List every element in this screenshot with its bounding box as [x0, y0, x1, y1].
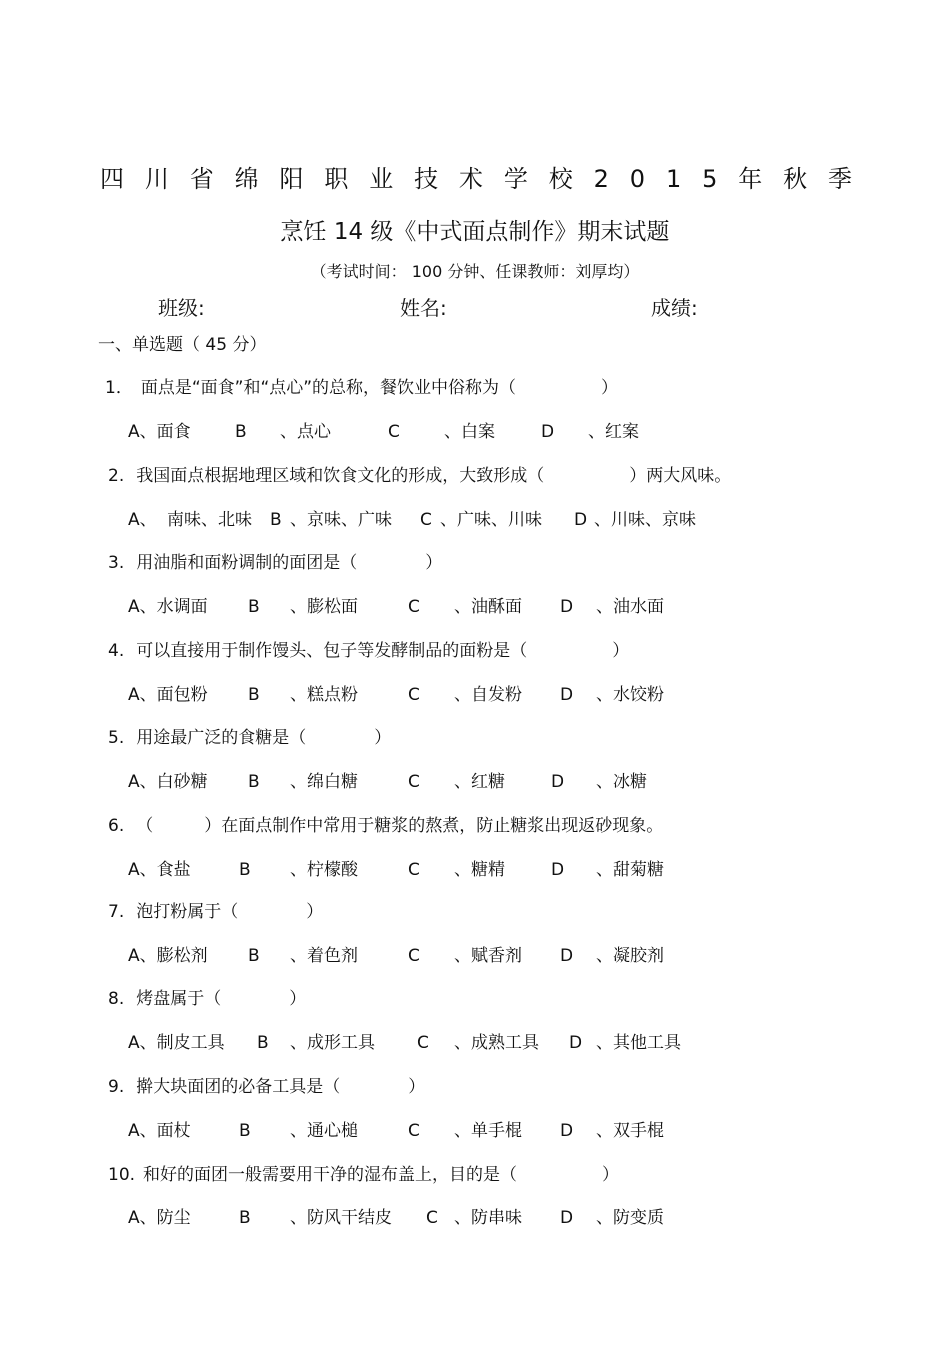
class-label: 班级: [158, 296, 205, 320]
option-a: A、面杖 [128, 1121, 191, 1141]
title-char: 绵 [234, 165, 259, 193]
option-b-text: 、柠檬酸 [290, 860, 358, 880]
option-b-text: 、膨松面 [290, 597, 358, 617]
name-label: 姓名: [400, 296, 447, 320]
title-char: 5 [702, 165, 718, 193]
option-b-text: 、绵白糖 [290, 772, 358, 792]
option-c-text: 、自发粉 [454, 685, 522, 705]
option-b-letter: B [248, 685, 260, 705]
exam-subtitle: （考试时间： 100 分钟、任课教师：刘厚均） [310, 262, 640, 281]
option-d-letter: D [560, 685, 574, 705]
option-a: A、水调面 [128, 597, 208, 617]
option-a: A、食盐 [128, 860, 191, 880]
question-6 [108, 814, 663, 838]
question-text: （ ）在面点制作中常用于糖浆的熬煮，防止糖浆出现返砂现象。 [136, 816, 664, 836]
option-d-text: 、甜菊糖 [596, 860, 664, 880]
question-text: 泡打粉属于（ ） [136, 902, 324, 922]
option-c-text: 、白案 [444, 422, 495, 442]
option-c-letter: C [420, 510, 432, 530]
title-char: 2 [593, 165, 609, 193]
option-b-text: 、京味、广味 [290, 510, 392, 530]
option-c-letter: C [408, 772, 420, 792]
option-c-text: 、油酥面 [454, 597, 522, 617]
option-c-letter: C [408, 685, 420, 705]
option-c-text: 、赋香剂 [454, 946, 522, 966]
title-char: 0 [629, 165, 646, 193]
option-c-letter: C [408, 860, 420, 880]
title-char: 阳 [279, 165, 304, 193]
question-text: 用油脂和面粉调制的面团是（ ） [136, 553, 443, 573]
option-b-text: 、通心槌 [290, 1121, 358, 1141]
question-number: 9. [108, 1077, 125, 1097]
option-d-text: 、防变质 [596, 1208, 664, 1228]
option-c-letter: C [408, 946, 420, 966]
title-char: 季 [828, 165, 852, 193]
title-char: 四 [100, 165, 124, 193]
question-9 [108, 1075, 425, 1099]
question-8 [108, 987, 306, 1011]
exam-title-line2: 烹饪 14 级《中式面点制作》期末试题 [280, 219, 670, 245]
option-c-text: 、成熟工具 [454, 1033, 539, 1053]
option-a-letter: A、 [128, 510, 157, 530]
option-d-letter: D [551, 860, 565, 880]
title-char: 省 [189, 165, 214, 193]
question-text: 用途最广泛的食糖是（ ） [136, 728, 392, 748]
option-d-letter: D [560, 1208, 574, 1228]
question-number: 3. [108, 553, 125, 573]
option-b-letter: B [239, 1208, 251, 1228]
option-b-letter: B [248, 772, 260, 792]
title-char: 业 [369, 165, 394, 193]
question-number: 5. [108, 728, 125, 748]
option-d-letter: D [560, 946, 574, 966]
option-a: A、防尘 [128, 1208, 191, 1228]
option-b-text: 、成形工具 [290, 1033, 375, 1053]
option-b-letter: B [257, 1033, 269, 1053]
question-10 [108, 1163, 619, 1187]
option-c-text: 、红糖 [454, 772, 505, 792]
question-3 [108, 551, 442, 575]
option-c-letter: C [426, 1208, 438, 1228]
option-a: A、制皮工具 [128, 1033, 225, 1053]
option-d-text: 、油水面 [596, 597, 664, 617]
title-char: 技 [414, 165, 439, 193]
option-a: A、面包粉 [128, 685, 208, 705]
title-char: 术 [459, 165, 483, 193]
option-a: A、白砂糖 [128, 772, 208, 792]
question-number: 1． [105, 378, 133, 398]
option-c-letter: C [388, 422, 400, 442]
title-char: 秋 [783, 165, 808, 193]
option-a-text: 南味、北味 [167, 510, 252, 530]
option-b-letter: B [270, 510, 282, 530]
option-d-text: 、双手棍 [596, 1121, 664, 1141]
section-heading: 一、单选题（ 45 分） [98, 335, 267, 355]
title-char: 川 [144, 165, 169, 193]
option-c-letter: C [417, 1033, 429, 1053]
question-4 [108, 639, 629, 663]
option-c-letter: C [408, 1121, 420, 1141]
option-c-text: 、广味、川味 [440, 510, 542, 530]
question-number: 8. [108, 989, 125, 1009]
question-text: 面点是“面食”和“点心”的总称，餐饮业中俗称为（ ） [140, 378, 619, 398]
option-b-text: 、糕点粉 [290, 685, 358, 705]
option-d-text: 、其他工具 [596, 1033, 681, 1053]
option-d-text: 、川味、京味 [594, 510, 696, 530]
option-d-text: 、红案 [588, 422, 639, 442]
option-d-letter: D [560, 1121, 574, 1141]
option-d-text: 、水饺粉 [596, 685, 664, 705]
question-text: 擀大块面团的必备工具是（ ） [136, 1077, 426, 1097]
option-b-text: 、点心 [280, 422, 331, 442]
option-b-text: 、着色剂 [290, 946, 358, 966]
option-b-letter: B [248, 597, 260, 617]
option-b-letter: B [248, 946, 260, 966]
question-text: 和好的面团一般需要用干净的湿布盖上，目的是（ ） [143, 1165, 620, 1185]
question-number: 2. [108, 466, 125, 486]
score-label: 成绩: [651, 296, 698, 320]
question-text: 可以直接用于制作馒头、包子等发酵制品的面粉是（ ） [136, 641, 630, 661]
question-number: 4. [108, 641, 125, 661]
option-b-letter: B [239, 860, 251, 880]
option-d-letter: D [541, 422, 555, 442]
option-d-text: 、凝胶剂 [596, 946, 664, 966]
option-c-text: 、防串味 [454, 1208, 522, 1228]
option-b-letter: B [239, 1121, 251, 1141]
question-7 [108, 900, 323, 924]
title-char: 校 [548, 165, 573, 193]
option-b-text: 、防风干结皮 [290, 1208, 392, 1228]
option-d-letter: D [569, 1033, 583, 1053]
option-c-letter: C [408, 597, 420, 617]
option-d-text: 、冰糖 [596, 772, 647, 792]
question-text: 我国面点根据地理区域和饮食文化的形成，大致形成（ ）两大风味。 [136, 466, 732, 486]
question-1 [105, 376, 618, 400]
question-number: 10. [108, 1165, 136, 1185]
option-d-letter: D [551, 772, 565, 792]
option-a: A、膨松剂 [128, 946, 208, 966]
option-d-letter: D [574, 510, 588, 530]
option-a: A、面食 [128, 422, 191, 442]
option-d-letter: D [560, 597, 574, 617]
question-2 [108, 464, 731, 488]
exam-title-line1 [100, 162, 852, 196]
title-char: 年 [738, 165, 763, 193]
option-c-text: 、糖精 [454, 860, 505, 880]
question-number: 6. [108, 816, 125, 836]
question-5 [108, 726, 391, 750]
title-char: 学 [503, 165, 528, 193]
option-c-text: 、单手棍 [454, 1121, 522, 1141]
title-char: 职 [324, 165, 349, 193]
question-number: 7. [108, 902, 125, 922]
title-char: 1 [665, 165, 682, 193]
question-text: 烤盘属于（ ） [136, 989, 307, 1009]
option-b-letter: B [235, 422, 247, 442]
